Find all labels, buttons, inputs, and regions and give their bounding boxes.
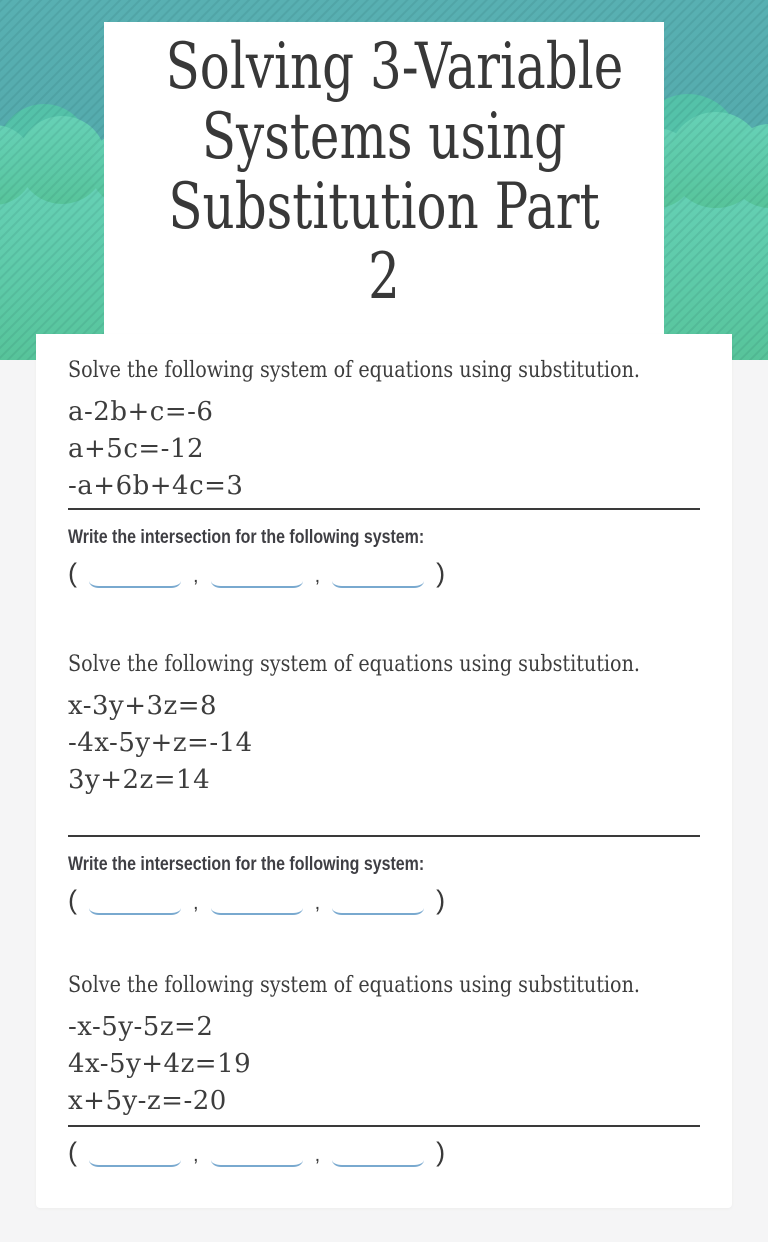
worksheet-title-line: 2	[368, 240, 400, 314]
close-paren: )	[436, 885, 446, 915]
equation-group	[68, 1009, 700, 1120]
worksheet-body-card	[36, 334, 732, 1208]
equation-line: -4x-5y+z=-14	[68, 728, 253, 758]
worksheet-title-card	[104, 22, 664, 334]
open-paren: (	[68, 558, 77, 588]
problem-prompt: Solve the following system of equations using substitution.	[68, 358, 640, 383]
comma-separator: ,	[314, 565, 321, 587]
open-paren: (	[68, 885, 77, 915]
equation-line: -x-5y-5z=2	[68, 1012, 214, 1042]
comma-separator: ,	[193, 565, 199, 587]
problem-section	[68, 356, 700, 588]
answer-blank-input[interactable]	[211, 1137, 303, 1167]
comma-separator: ,	[193, 1144, 199, 1166]
page-title	[104, 22, 664, 312]
worksheet-title-line: Systems using	[201, 100, 567, 174]
answer-instruction: Write the intersection for the following system:	[68, 854, 425, 875]
answer-row	[68, 1135, 700, 1167]
close-paren: )	[436, 1137, 446, 1167]
problem-section	[68, 650, 700, 915]
worksheet-title-line: Solving 3-Variable	[165, 30, 624, 104]
problem-prompt: Solve the following system of equations using substitution.	[68, 652, 640, 677]
comma-separator: ,	[193, 892, 199, 914]
problem-prompt: Solve the following system of equations using substitution.	[68, 973, 640, 998]
equation-line: a+5c=-12	[68, 434, 205, 464]
equation-line: x+5y-z=-20	[68, 1086, 227, 1116]
equation-line: 4x-5y+4z=19	[68, 1049, 252, 1079]
equation-group	[68, 688, 700, 799]
worksheet-title-line: Substitution Part	[168, 170, 600, 244]
answer-blank-input[interactable]	[89, 558, 181, 588]
answer-blank-input[interactable]	[332, 558, 424, 588]
answer-blank-input[interactable]	[89, 1137, 181, 1167]
comma-separator: ,	[314, 1144, 321, 1166]
close-paren: )	[436, 558, 446, 588]
equation-line: x-3y+3z=8	[68, 691, 218, 721]
section-divider	[68, 835, 700, 837]
comma-separator: ,	[314, 892, 321, 914]
equation-group	[68, 394, 700, 505]
answer-blank-input[interactable]	[211, 558, 303, 588]
open-paren: (	[68, 1137, 77, 1167]
answer-row	[68, 883, 700, 915]
answer-blank-input[interactable]	[89, 885, 181, 915]
answer-blank-input[interactable]	[332, 885, 424, 915]
section-divider	[68, 1125, 700, 1127]
equation-line: a-2b+c=-6	[68, 397, 214, 427]
answer-blank-input[interactable]	[211, 885, 303, 915]
answer-instruction: Write the intersection for the following system:	[68, 527, 425, 548]
answer-row	[68, 556, 700, 588]
problem-section	[68, 971, 700, 1167]
section-divider	[68, 508, 700, 510]
equation-line: -a+6b+4c=3	[68, 471, 244, 501]
answer-blank-input[interactable]	[332, 1137, 424, 1167]
equation-line: 3y+2z=14	[68, 765, 211, 795]
